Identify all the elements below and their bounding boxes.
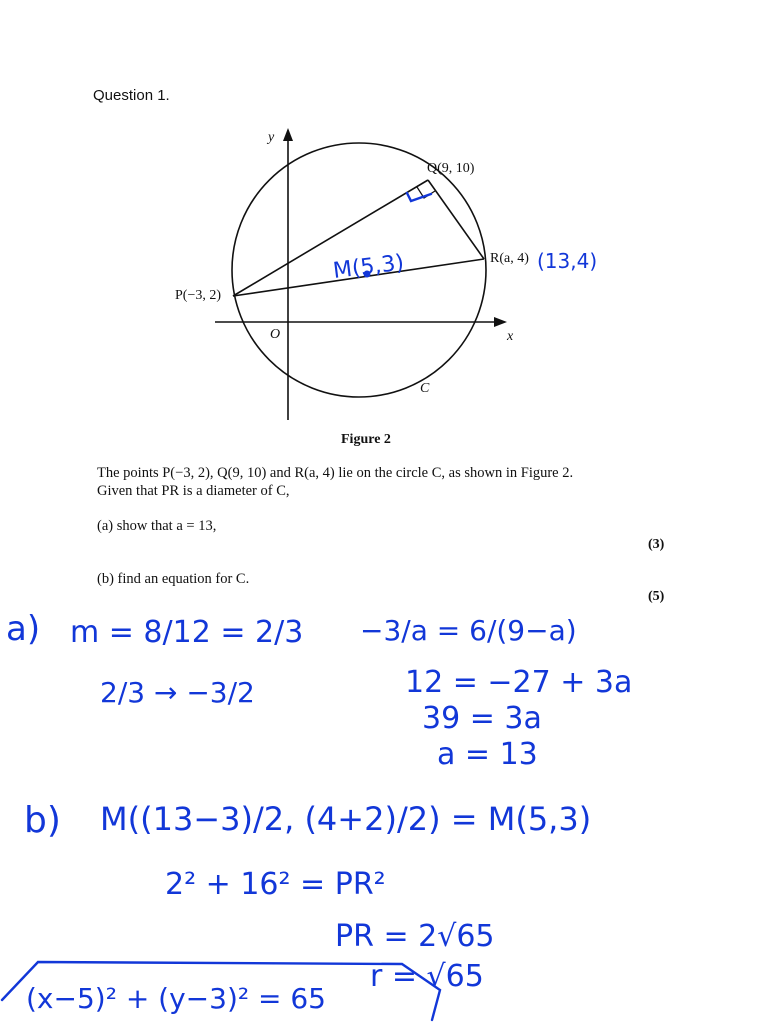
working-a-perpendicular: 2/3 → −3/2 (100, 676, 255, 709)
part-b-text: (b) find an equation for C. (97, 571, 250, 587)
part-b-marks: (5) (648, 589, 665, 604)
point-q-label: Q(9, 10) (427, 161, 475, 176)
x-axis-label: x (507, 329, 514, 344)
working-a-equation-3: 39 = 3a (422, 701, 542, 736)
origin-label: O (270, 327, 281, 342)
figure-caption: Figure 2 (341, 432, 391, 447)
problem-intro-line-1: The points P(−3, 2), Q(9, 10) and R(a, 4) lie on the circle C, as shown in Figure 2. (97, 465, 574, 481)
handwritten-r-value: (13,4) (537, 249, 598, 273)
working-b-midpoint: M((13−3)/2, (4+2)/2) = M(5,3) (100, 800, 592, 838)
working-b-pr: PR = 2√65 (335, 919, 495, 954)
part-a-marks: (3) (648, 537, 665, 552)
handwritten-midpoint-label: M(5,3) (331, 250, 406, 284)
y-axis-label: y (268, 130, 275, 145)
point-r-label: R(a, 4) (490, 251, 529, 266)
working-b-label: b) (24, 800, 61, 841)
working-b-final-equation: (x−5)² + (y−3)² = 65 (26, 982, 326, 1015)
working-a-label: a) (6, 609, 41, 649)
working-a-equation-4: a = 13 (437, 737, 538, 772)
question-heading: Question 1. (93, 87, 170, 104)
working-a-equation-2: 12 = −27 + 3a (405, 665, 633, 700)
circle-label: C (420, 381, 430, 396)
working-b-radius: r = √65 (370, 959, 484, 994)
working-a-gradient: m = 8/12 = 2/3 (70, 615, 304, 650)
part-a-text: (a) show that a = 13, (97, 518, 217, 534)
working-b-distance: 2² + 16² = PR² (165, 867, 386, 902)
point-p-label: P(−3, 2) (175, 288, 222, 303)
problem-intro-line-2: Given that PR is a diameter of C, (97, 483, 290, 499)
working-a-equation-1: −3/a = 6/(9−a) (360, 614, 577, 647)
